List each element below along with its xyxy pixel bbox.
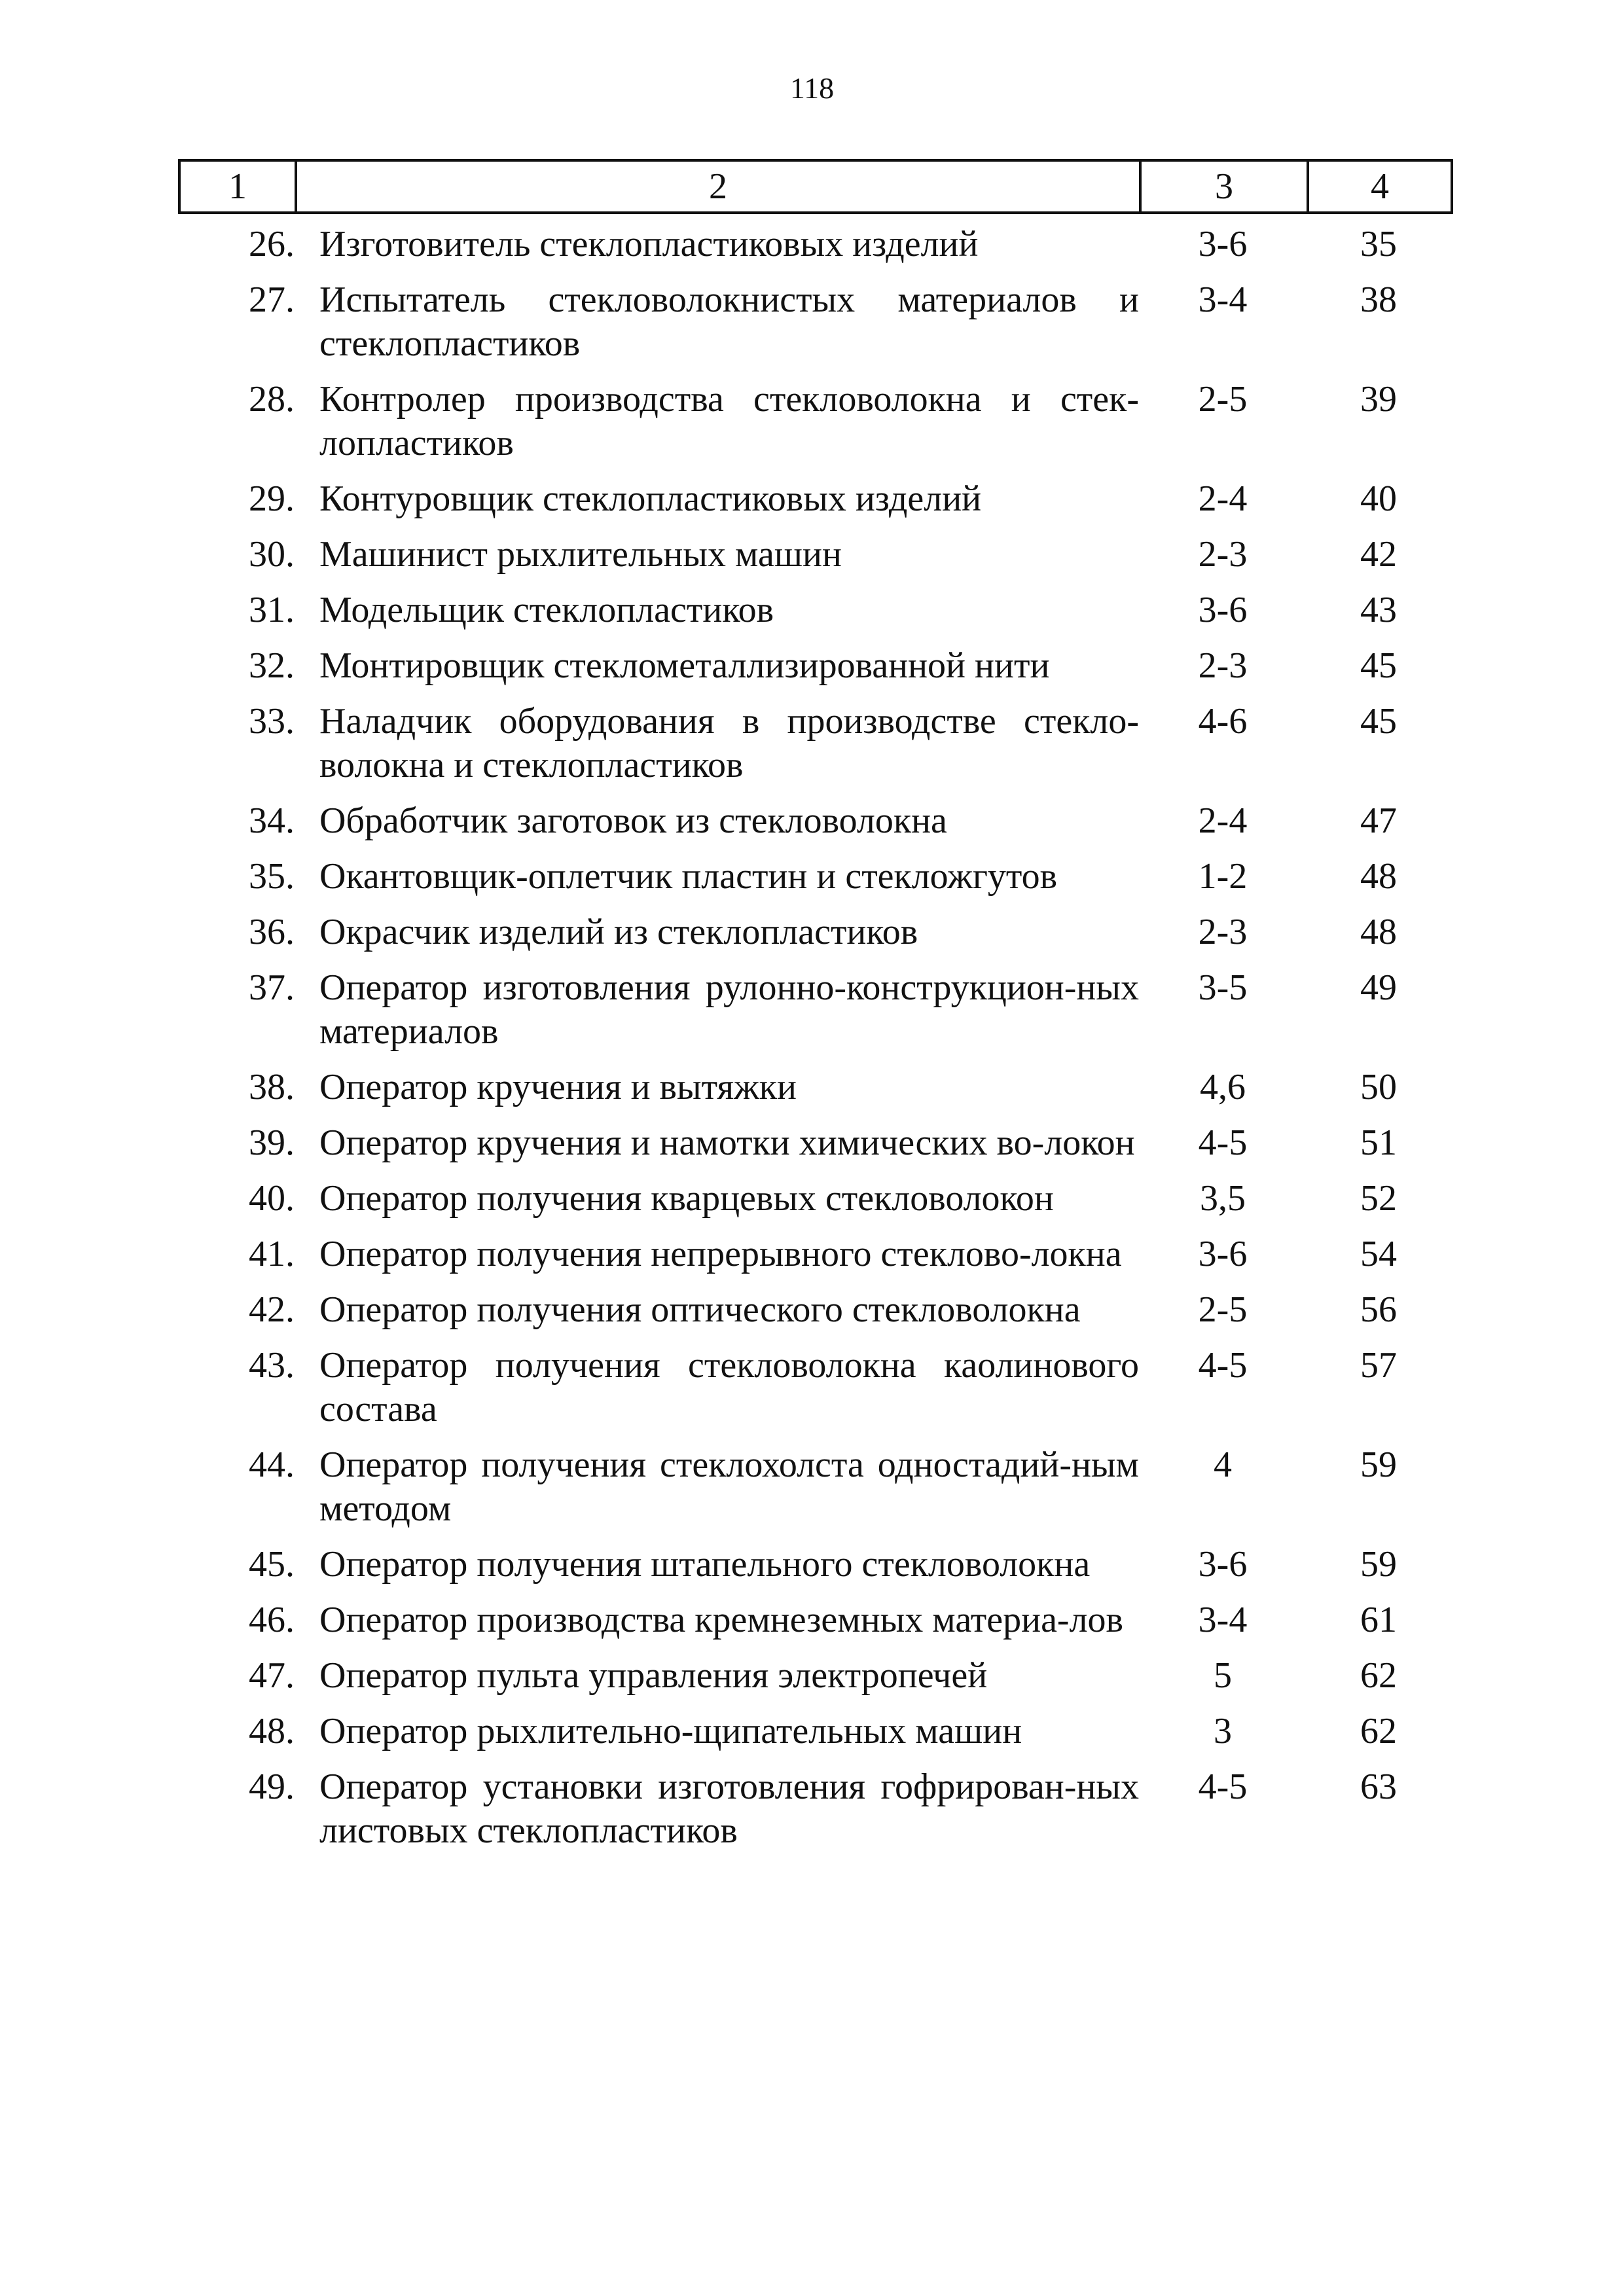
grade-range: 2-5 <box>1198 1289 1248 1330</box>
grade-range: 2-3 <box>1198 912 1248 952</box>
row-number: 40. <box>249 1178 295 1219</box>
grade-range: 3-6 <box>1198 1234 1248 1274</box>
table-row <box>178 1765 1451 1853</box>
table-row <box>178 1344 1451 1431</box>
profession-list <box>178 223 1451 1865</box>
page-ref: 56 <box>1360 1289 1397 1330</box>
table-row <box>178 1654 1451 1698</box>
row-number: 45. <box>249 1544 295 1585</box>
profession-name: Контролер производства стекловолокна и стек-лопластиков <box>319 379 1139 463</box>
row-number: 30. <box>249 534 295 575</box>
row-number: 44. <box>249 1444 295 1485</box>
grade-range: 1-2 <box>1198 856 1248 897</box>
grade-range: 2-4 <box>1198 478 1248 519</box>
page-number: 118 <box>789 71 835 105</box>
grade-range: 2-3 <box>1198 645 1248 686</box>
row-number: 46. <box>249 1600 295 1640</box>
grade-range: 3-5 <box>1198 967 1248 1008</box>
profession-name: Оператор пульта управления электропечей <box>319 1655 988 1696</box>
profession-name: Обработчик заготовок из стекловолокна <box>319 800 947 841</box>
page-ref: 43 <box>1360 590 1397 630</box>
table-row <box>178 588 1451 632</box>
page-ref: 59 <box>1360 1544 1397 1585</box>
table-row <box>178 799 1451 843</box>
grade-range: 3,5 <box>1200 1178 1246 1219</box>
table-row <box>178 910 1451 954</box>
table-row <box>178 477 1451 521</box>
row-number: 28. <box>249 379 295 420</box>
profession-name: Контуровщик стеклопластиковых изделий <box>319 478 982 519</box>
page-ref: 45 <box>1360 645 1397 686</box>
page-ref: 39 <box>1360 379 1397 420</box>
table-row <box>178 1232 1451 1276</box>
page-ref: 48 <box>1360 856 1397 897</box>
page-ref: 54 <box>1360 1234 1397 1274</box>
profession-name: Оператор рыхлительно-щипательных машин <box>319 1711 1022 1751</box>
grade-range: 3 <box>1214 1711 1232 1751</box>
grade-range: 2-3 <box>1198 534 1248 575</box>
column-header-row <box>179 160 1452 213</box>
page-ref: 49 <box>1360 967 1397 1008</box>
row-number: 31. <box>249 590 295 630</box>
grade-range: 2-5 <box>1198 379 1248 420</box>
column-header-3: 3 <box>1140 160 1308 213</box>
profession-name: Монтировщик стеклометаллизированной нити <box>319 645 1050 686</box>
profession-name: Модельщик стеклопластиков <box>319 590 774 630</box>
grade-range: 5 <box>1214 1655 1232 1696</box>
page-ref: 38 <box>1360 279 1397 320</box>
table-row <box>178 1177 1451 1221</box>
grade-range: 4-5 <box>1198 1767 1248 1807</box>
row-number: 35. <box>249 856 295 897</box>
table-row <box>178 1710 1451 1753</box>
table-row <box>178 1598 1451 1642</box>
table-row <box>178 1121 1451 1165</box>
profession-name: Оператор получения кварцевых стекловолокон <box>319 1178 1054 1219</box>
table-row <box>178 855 1451 899</box>
profession-name: Оператор получения оптического стекловолокна <box>319 1289 1081 1330</box>
page-ref: 40 <box>1360 478 1397 519</box>
page-ref: 62 <box>1360 1711 1397 1751</box>
grade-range: 4-5 <box>1198 1345 1248 1386</box>
page-ref: 52 <box>1360 1178 1397 1219</box>
table-row <box>178 223 1451 266</box>
profession-name: Наладчик оборудования в производстве стекло-волокна и стеклопластиков <box>319 701 1139 785</box>
grade-range: 4,6 <box>1200 1067 1246 1107</box>
page-ref: 42 <box>1360 534 1397 575</box>
row-number: 29. <box>249 478 295 519</box>
profession-name: Оператор получения стеклохолста одностадий-ным методом <box>319 1444 1139 1529</box>
row-number: 42. <box>249 1289 295 1330</box>
row-number: 32. <box>249 645 295 686</box>
row-number: 49. <box>249 1767 295 1807</box>
column-header-4: 4 <box>1308 160 1452 213</box>
table-row <box>178 1443 1451 1531</box>
page-ref: 35 <box>1360 224 1397 264</box>
grade-range: 2-4 <box>1198 800 1248 841</box>
grade-range: 4-5 <box>1198 1122 1248 1163</box>
page-ref: 62 <box>1360 1655 1397 1696</box>
row-number: 47. <box>249 1655 295 1696</box>
profession-name: Оператор установки изготовления гофрирован-ных листовых стеклопластиков <box>319 1767 1139 1851</box>
profession-name: Оператор получения стекловолокна каолинового состава <box>319 1345 1139 1429</box>
profession-name: Машинист рыхлительных машин <box>319 534 842 575</box>
grade-range: 4 <box>1214 1444 1232 1485</box>
table-row <box>178 1543 1451 1587</box>
row-number: 37. <box>249 967 295 1008</box>
row-number: 43. <box>249 1345 295 1386</box>
page-ref: 48 <box>1360 912 1397 952</box>
table-row <box>178 1066 1451 1109</box>
row-number: 33. <box>249 701 295 742</box>
table-row <box>178 533 1451 577</box>
grade-range: 3-6 <box>1198 224 1248 264</box>
table-row <box>178 278 1451 366</box>
row-number: 41. <box>249 1234 295 1274</box>
page-ref: 51 <box>1360 1122 1397 1163</box>
column-header-table <box>178 159 1453 214</box>
page-ref: 47 <box>1360 800 1397 841</box>
page-ref: 57 <box>1360 1345 1397 1386</box>
profession-name: Оператор производства кремнеземных материа-лов <box>319 1600 1123 1640</box>
page-ref: 50 <box>1360 1067 1397 1107</box>
row-number: 38. <box>249 1067 295 1107</box>
grade-range: 3-6 <box>1198 1544 1248 1585</box>
profession-name: Испытатель стекловолокнистых материалов и стеклопластиков <box>319 279 1139 364</box>
page-ref: 45 <box>1360 701 1397 742</box>
page-ref: 63 <box>1360 1767 1397 1807</box>
row-number: 48. <box>249 1711 295 1751</box>
profession-name: Оператор изготовления рулонно-конструкцион-ных материалов <box>319 967 1139 1052</box>
grade-range: 4-6 <box>1198 701 1248 742</box>
table-row <box>178 700 1451 787</box>
row-number: 34. <box>249 800 295 841</box>
profession-name: Оператор кручения и намотки химических во-локон <box>319 1122 1135 1163</box>
page-ref: 61 <box>1360 1600 1397 1640</box>
row-number: 27. <box>249 279 295 320</box>
grade-range: 3-4 <box>1198 1600 1248 1640</box>
profession-name: Окантовщик-оплетчик пластин и стекложгутов <box>319 856 1058 897</box>
page-ref: 59 <box>1360 1444 1397 1485</box>
profession-name: Оператор получения непрерывного стеклово-локна <box>319 1234 1122 1274</box>
table-row <box>178 644 1451 688</box>
profession-name: Изготовитель стеклопластиковых изделий <box>319 224 979 264</box>
profession-name: Оператор получения штапельного стекловолокна <box>319 1544 1091 1585</box>
row-number: 39. <box>249 1122 295 1163</box>
row-number: 36. <box>249 912 295 952</box>
row-number: 26. <box>249 224 295 264</box>
grade-range: 3-6 <box>1198 590 1248 630</box>
column-header-2: 2 <box>296 160 1140 213</box>
table-row <box>178 378 1451 465</box>
table-row <box>178 966 1451 1054</box>
profession-name: Оператор кручения и вытяжки <box>319 1067 797 1107</box>
column-header-1: 1 <box>179 160 296 213</box>
profession-name: Окрасчик изделий из стеклопластиков <box>319 912 918 952</box>
grade-range: 3-4 <box>1198 279 1248 320</box>
table-row <box>178 1288 1451 1332</box>
